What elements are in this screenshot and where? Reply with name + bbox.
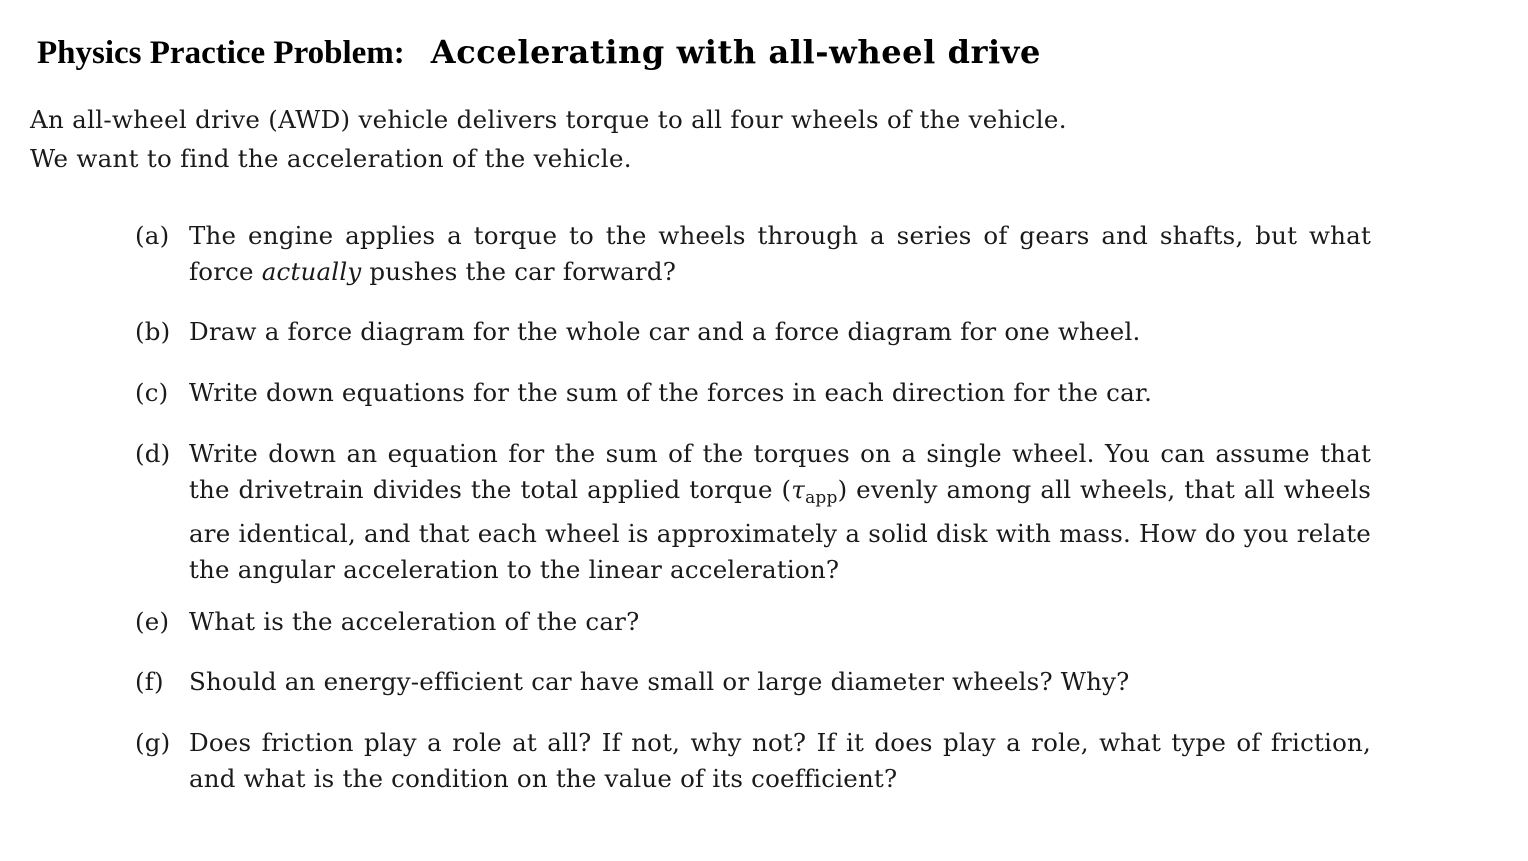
question-g-label: (g) <box>135 728 171 757</box>
question-b-text: Draw a force diagram for the whole car and a force diagram for one wheel. <box>189 317 1141 346</box>
question-a <box>135 218 1371 290</box>
question-e <box>135 604 1371 640</box>
tau-symbol: τ <box>791 475 806 504</box>
question-d-label: (d) <box>135 439 171 468</box>
question-a-text: The engine applies a torque to the wheels through a series of gears and shafts, but what force actually pushes the car forward? <box>189 221 1371 286</box>
question-b-label: (b) <box>135 317 171 346</box>
question-c-text: Write down equations for the sum of the forces in each direction for the car. <box>189 378 1153 407</box>
intro-paragraph <box>30 100 1067 178</box>
intro-line-1: An all-wheel drive (AWD) vehicle delivers torque to all four wheels of the vehicle. <box>30 105 1067 134</box>
question-c-label: (c) <box>135 378 169 407</box>
emphasis-actually: actually <box>261 257 362 286</box>
page-title <box>37 33 1041 72</box>
question-g <box>135 725 1371 797</box>
question-c <box>135 375 1371 411</box>
intro-line-2: We want to find the acceleration of the vehicle. <box>30 144 632 173</box>
tau-subscript: app <box>805 488 838 508</box>
question-g-text: Does friction play a role at all? If not, why not? If it does play a role, what type of friction, and what is the condition on the value of its coefficient? <box>189 728 1371 793</box>
title-prefix: Physics Practice Problem: <box>37 35 405 71</box>
question-f-label: (f) <box>135 667 164 696</box>
question-d-text: Write down an equation for the sum of the torques on a single wheel. You can assume that the drivetrain divides the total applied torque $(\tau_{app})$ evenly among all wheels, that all wheels are identical, and that each wheel is approximately a solid disk with mass. How do you relate the angular acceleration to the linear acceleration? <box>189 439 1371 584</box>
title-main: Accelerating with all-wheel drive <box>430 33 1041 71</box>
question-f-text: Should an energy-efficient car have small or large diameter wheels? Why? <box>189 667 1130 696</box>
question-f <box>135 664 1371 700</box>
question-d <box>135 436 1371 588</box>
question-e-label: (e) <box>135 607 170 636</box>
question-a-label: (a) <box>135 221 170 250</box>
question-b <box>135 314 1371 350</box>
question-e-text: What is the acceleration of the car? <box>189 607 640 636</box>
